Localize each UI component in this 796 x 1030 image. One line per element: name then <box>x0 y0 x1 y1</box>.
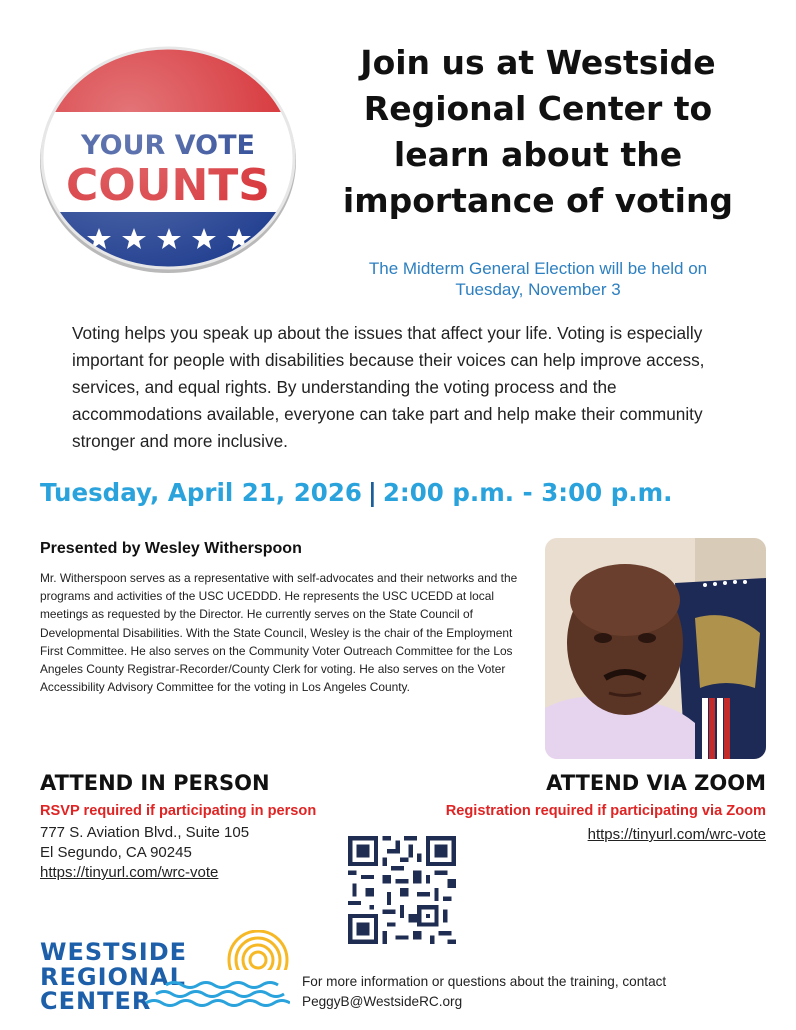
presenter-title: Presented by Wesley Witherspoon <box>40 540 302 557</box>
subhead-line-1: The Midterm General Election will be held on <box>368 259 708 278</box>
headline-line-4: importance of voting <box>342 181 734 220</box>
presenter-bio: Mr. Witherspoon serves as a representative with self-advocates and their networks and the programs and activities of the USC UCEDDD. He represents the USC UCEDD at local meetings as requested by the Director. He currently serves on the State Council of Developmental Disabilities. With the State Council, Wesley is the chair of the Employment First Committee. He also serves on the Community Voter Outreach Committee for the Los Angeles County Registrar-Recorder/County Clerk for voting. He also serves on the Voter Accessibility Advisory Committee for the voting in Los Angeles County. <box>40 571 518 695</box>
in-person-rsvp-note: RSVP required if participating in person <box>40 803 317 819</box>
address-line-2: El Segundo, CA 90245 <box>40 844 192 861</box>
headline-line-2: Regional Center to <box>363 89 713 128</box>
in-person-address <box>40 823 249 883</box>
in-person-link[interactable]: https://tinyurl.com/wrc-vote <box>40 864 219 881</box>
logo-line-3: CENTER <box>40 987 152 1012</box>
headline <box>318 40 758 224</box>
westside-regional-center-logo <box>40 930 290 1012</box>
contact-line-1: For more information or questions about the training, contact <box>302 974 667 989</box>
presenter-photo <box>545 538 766 759</box>
qr-code[interactable] <box>348 836 456 944</box>
subhead-line-2: Tuesday, November 3 <box>455 280 621 299</box>
attend-via-zoom-heading: ATTEND VIA ZOOM <box>546 771 766 795</box>
attend-in-person-heading: ATTEND IN PERSON <box>40 771 270 795</box>
logo-line-1: WESTSIDE <box>40 938 188 966</box>
headline-line-3: learn about the <box>393 135 683 174</box>
event-separator: | <box>367 478 377 507</box>
event-time: 2:00 p.m. - 3:00 p.m. <box>382 478 673 507</box>
headline-line-1: Join us at Westside <box>360 43 716 82</box>
address-line-1: 777 S. Aviation Blvd., Suite 105 <box>40 824 250 841</box>
contact-info <box>302 972 666 1012</box>
intro-paragraph: Voting helps you speak up about the issues that affect your life. Voting is especially important for people with disabilities because their voices can help improve access, services, and equal rights. By understanding the voting process and the accommodations available, everyone can take part and help make their community stronger and more inclusive. <box>72 323 705 451</box>
logo-line-2: REGIONAL <box>40 963 186 991</box>
election-subhead <box>318 258 758 300</box>
your-vote-counts-badge <box>34 42 302 274</box>
zoom-rsvp-note: Registration required if participating via Zoom <box>445 803 766 819</box>
event-datetime <box>40 478 760 507</box>
contact-email[interactable]: PeggyB@WestsideRC.org <box>302 994 463 1009</box>
event-date: Tuesday, April 21, 2026 <box>40 478 362 507</box>
zoom-link[interactable]: https://tinyurl.com/wrc-vote <box>587 826 766 843</box>
